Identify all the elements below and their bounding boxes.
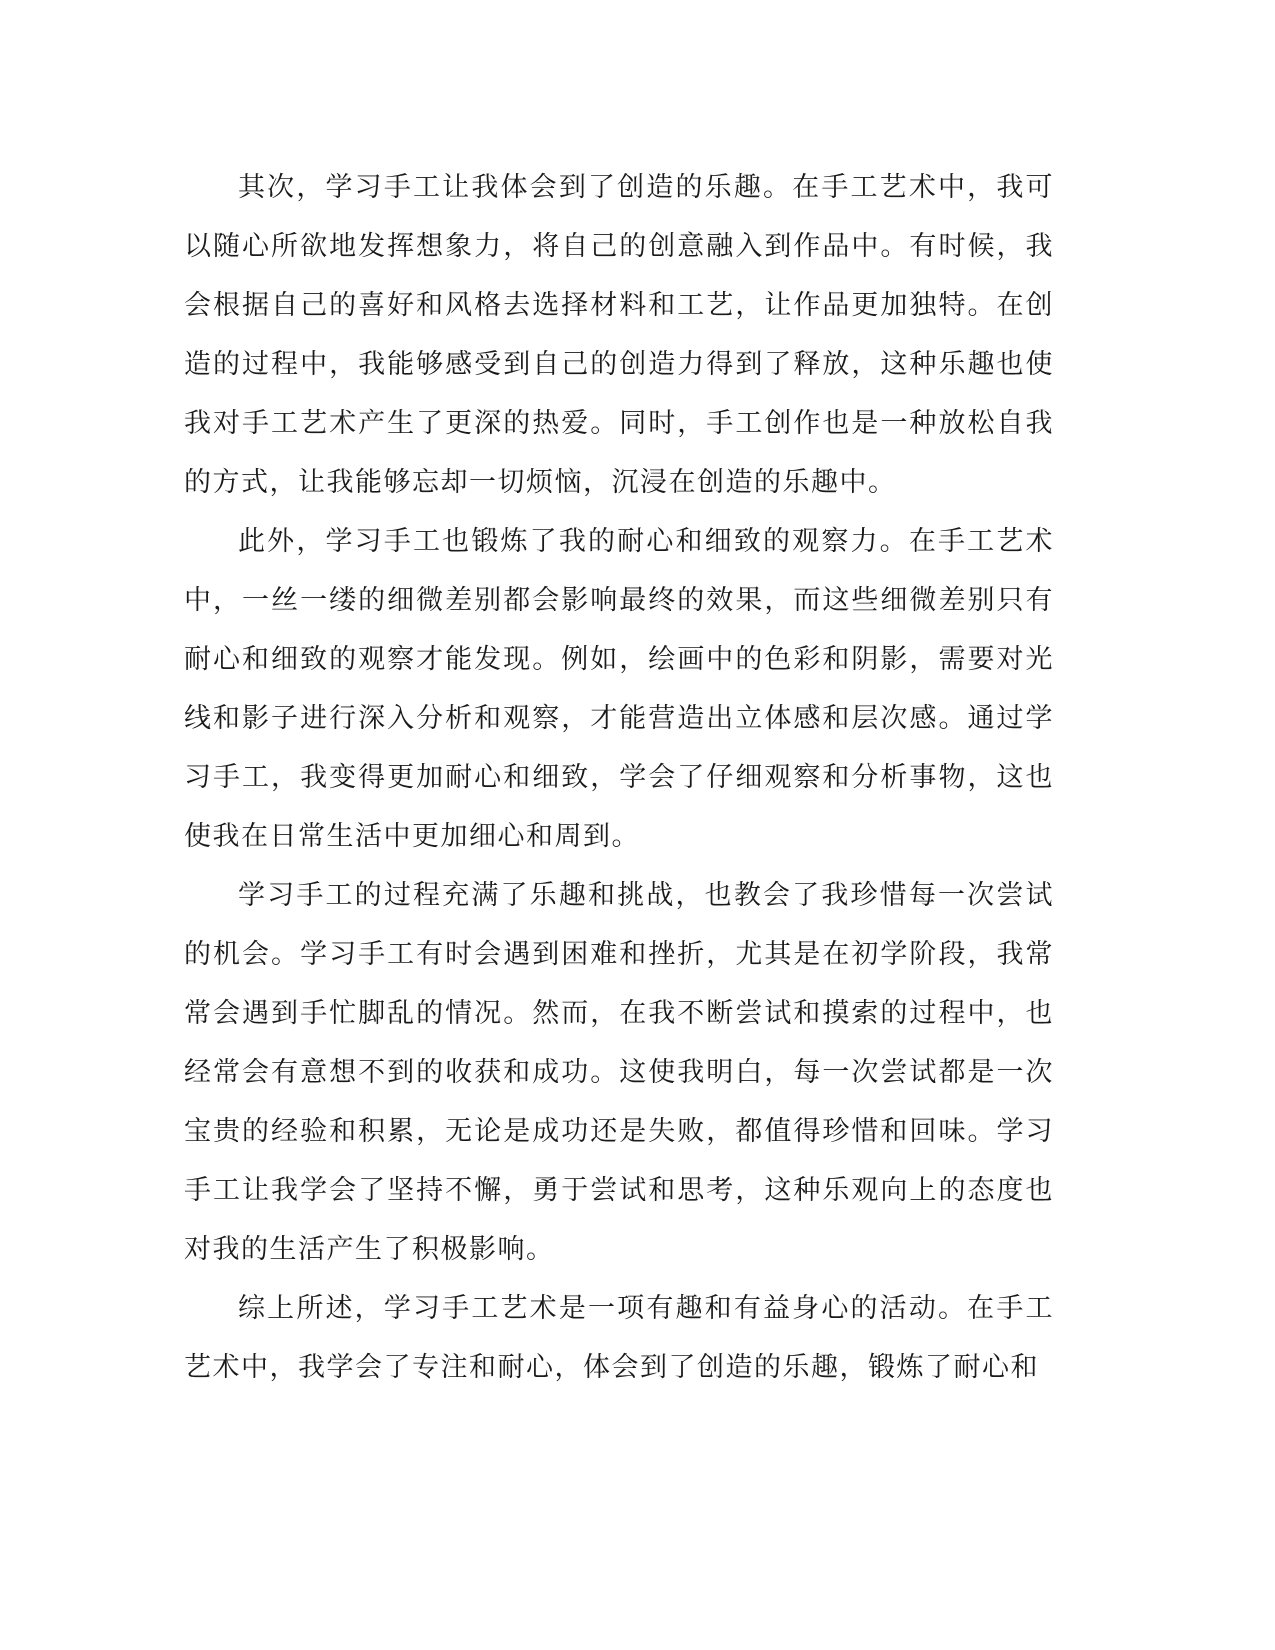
paragraph-patience-observation: 此外，学习手工也锻炼了我的耐心和细致的观察力。在手工艺术中，一丝一缕的细微差别都会影响最终的效果，而这些细微差别只有耐心和细致的观察才能发现。例如，绘画中的色彩和阴影，需要对光线和影子进行深入分析和观察，才能营造出立体感和层次感。通过学习手工，我变得更加耐心和细致，学会了仔细观察和分析事物，这也使我在日常生活中更加细心和周到。 — [184, 526, 1054, 852]
document-body — [184, 158, 1054, 1397]
paragraph-creativity: 其次，学习手工让我体会到了创造的乐趣。在手工艺术中，我可以随心所欲地发挥想象力，将自己的创意融入到作品中。有时候，我会根据自己的喜好和风格去选择材料和工艺，让作品更加独特。在创造的过程中，我能够感受到自己的创造力得到了释放，这种乐趣也使我对手工艺术产生了更深的热爱。同时，手工创作也是一种放松自我的方式，让我能够忘却一切烦恼，沉浸在创造的乐趣中。 — [184, 172, 1054, 498]
paragraph-conclusion: 综上所述，学习手工艺术是一项有趣和有益身心的活动。在手工艺术中，我学会了专注和耐心，体会到了创造的乐趣，锻炼了耐心和 — [184, 1293, 1054, 1383]
paragraph-trying-challenges: 学习手工的过程充满了乐趣和挑战，也教会了我珍惜每一次尝试的机会。学习手工有时会遇到困难和挫折，尤其是在初学阶段，我常常会遇到手忙脚乱的情况。然而，在我不断尝试和摸索的过程中，也经常会有意想不到的收获和成功。这使我明白，每一次尝试都是一次宝贵的经验和积累，无论是成功还是失败，都值得珍惜和回味。学习手工让我学会了坚持不懈，勇于尝试和思考，这种乐观向上的态度也对我的生活产生了积极影响。 — [184, 880, 1054, 1265]
